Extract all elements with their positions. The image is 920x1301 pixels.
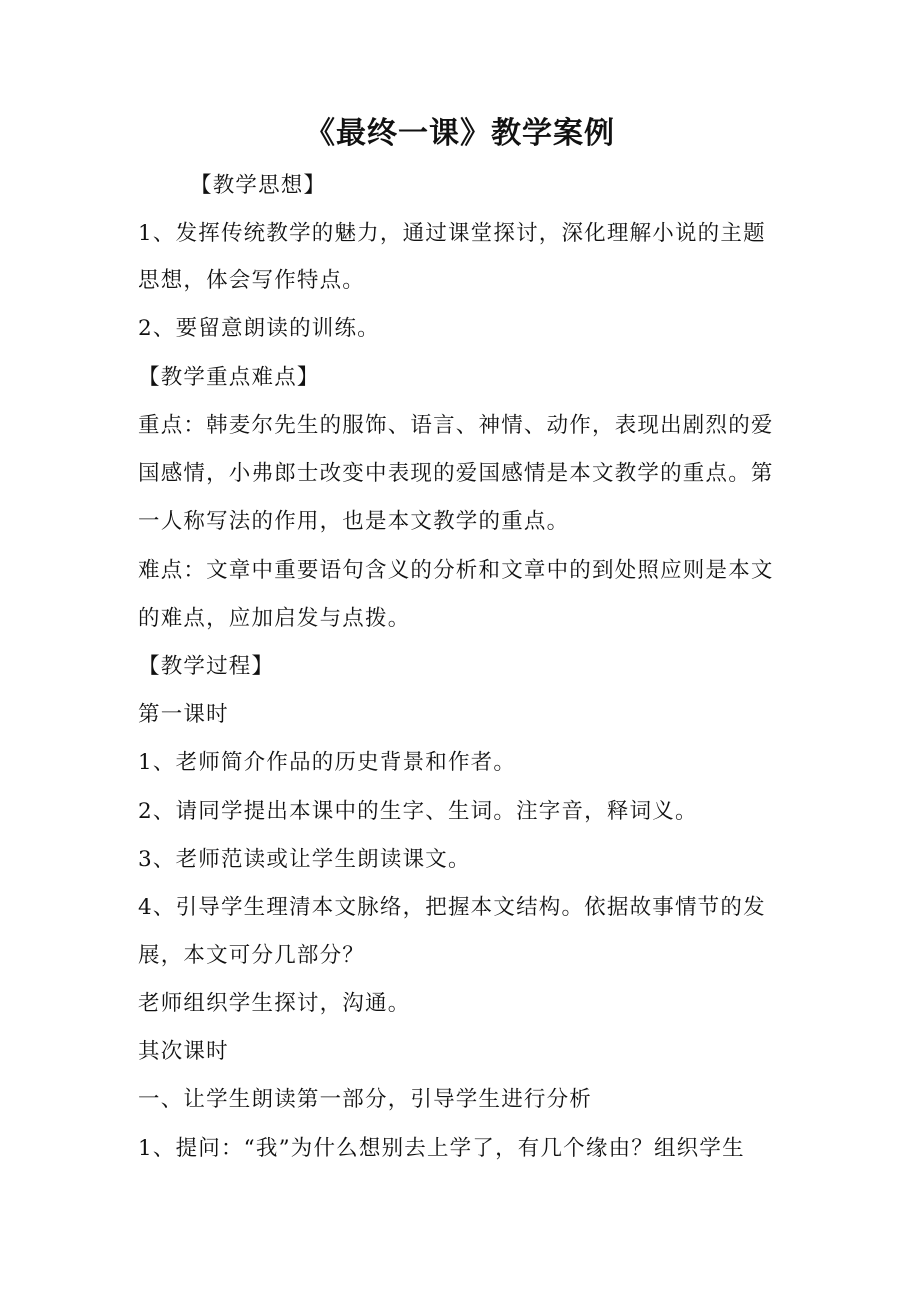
paragraph-line: 2、要留意朗读的训练。 <box>138 316 380 341</box>
paragraph-line: 的难点，应加启发与点拨。 <box>138 606 411 631</box>
document-title: 《最终一课》教学案例 <box>305 116 615 151</box>
lesson-heading-second: 其次课时 <box>138 1039 229 1064</box>
paragraph-line: 一、让学生朗读第一部分，引导学生进行分析 <box>138 1087 593 1112</box>
lesson-heading-first: 第一课时 <box>138 702 229 727</box>
paragraph-line: 3、老师范读或让学生朗读课文。 <box>138 847 471 872</box>
section-heading-process: 【教学过程】 <box>138 654 275 679</box>
section-heading-teaching-idea: 【教学思想】 <box>190 173 327 198</box>
paragraph-line: 2、请同学提出本课中的生字、生词。注字音，释词义。 <box>138 799 698 824</box>
paragraph-line: 老师组织学生探讨，沟通。 <box>138 991 411 1016</box>
paragraph-line: 1、提问：“我”为什么想别去上学了，有几个缘由？组织学生 <box>138 1136 745 1161</box>
paragraph-line: 难点：文章中重要语句含义的分析和文章中的到处照应则是本文 <box>138 558 774 583</box>
paragraph-line: 1、老师简介作品的历史背景和作者。 <box>138 750 517 775</box>
paragraph-line: 展，本文可分几部分？ <box>138 943 366 968</box>
section-heading-key-points: 【教学重点难点】 <box>138 365 320 390</box>
paragraph-line: 1、发挥传统教学的魅力，通过课堂探讨，深化理解小说的主题 <box>138 221 766 246</box>
paragraph-line: 国感情，小弗郎士改变中表现的爱国感情是本文教学的重点。第 <box>138 461 774 486</box>
paragraph-line: 重点：韩麦尔先生的服饰、语言、神情、动作，表现出剧烈的爱 <box>138 413 774 438</box>
paragraph-line: 思想，体会写作特点。 <box>138 268 366 293</box>
paragraph-line: 一人称写法的作用，也是本文教学的重点。 <box>138 509 570 534</box>
paragraph-line: 4、引导学生理清本文脉络，把握本文结构。依据故事情节的发 <box>138 895 766 920</box>
